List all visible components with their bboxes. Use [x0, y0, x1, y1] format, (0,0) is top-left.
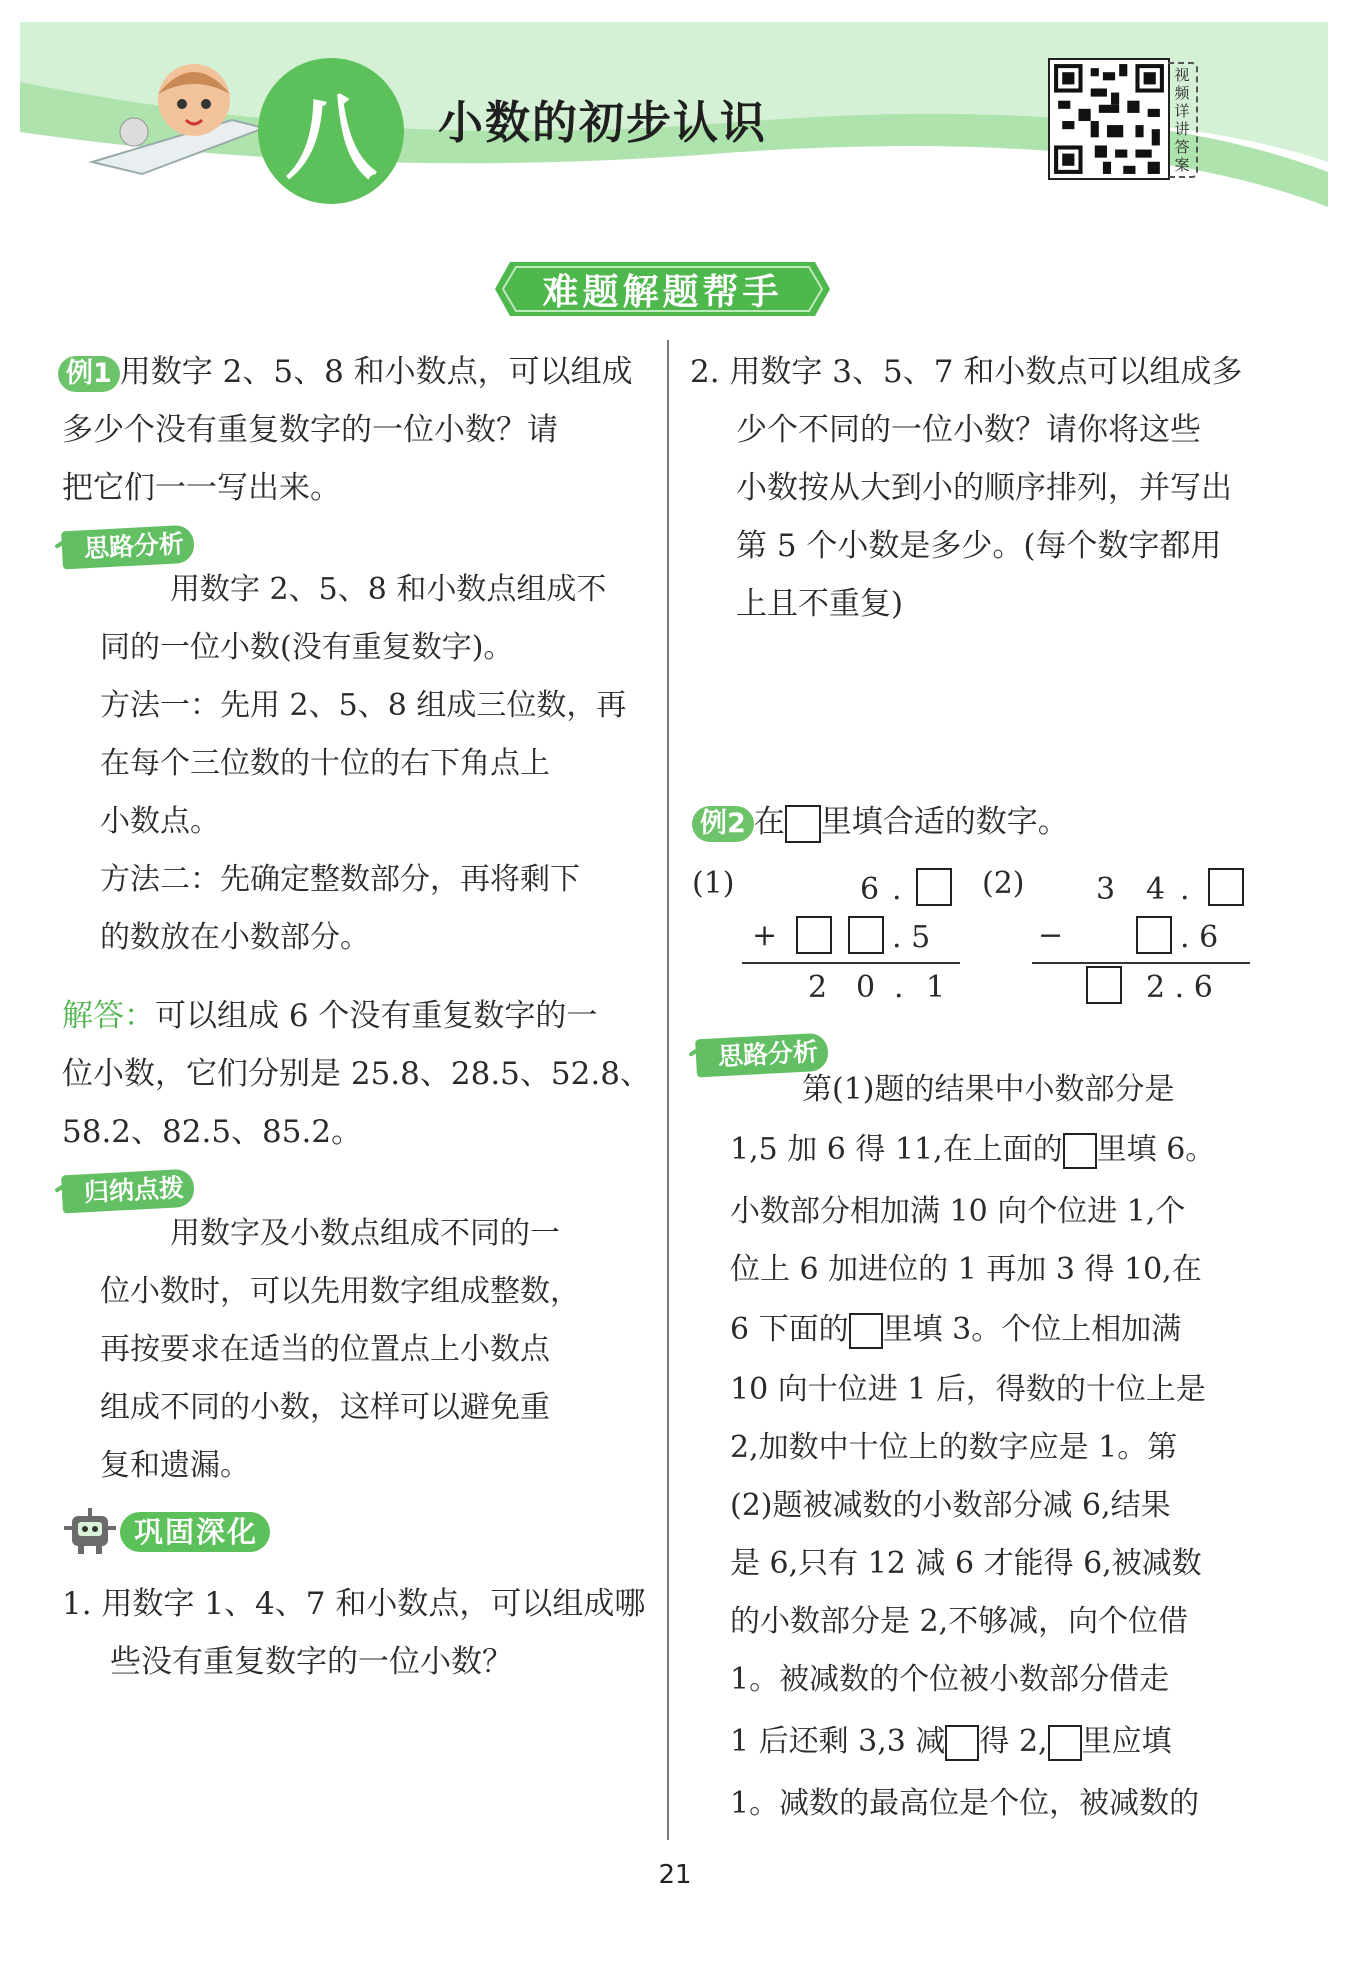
summary-line-5: 复和遗漏。: [100, 1448, 250, 1483]
qr-label: 视频详讲答案: [1168, 62, 1198, 178]
chapter-number: 八: [258, 58, 404, 204]
example-2-badge: 例2: [692, 806, 754, 842]
question-2-line-2: 少个不同的一位小数？请你将这些: [736, 412, 1201, 448]
summary-line-1: 用数字及小数点组成不同的一: [170, 1216, 560, 1251]
analysis-2-line-4: 位上 6 加进位的 1 再加 3 得 10,在: [730, 1252, 1202, 1287]
question-2-line-3: 小数按从大到小的顺序排列，并写出: [736, 470, 1232, 506]
section-banner-text: 难题解题帮手: [542, 271, 783, 313]
analysis-2-line-12c: 里应填: [1081, 1724, 1172, 1759]
analysis-2-line-10: 的小数部分是 2,不够减，向个位借: [730, 1604, 1189, 1639]
summary-line-4: 组成不同的小数，这样可以避免重: [100, 1390, 550, 1425]
analysis-2-line-6: 10 向十位进 1 后，得数的十位上是: [730, 1372, 1206, 1407]
analysis-2-line-2a: 1,5 加 6 得 11,在上面的: [730, 1132, 1063, 1167]
analysis-2-line-9: 是 6,只有 12 减 6 才能得 6,被减数: [730, 1546, 1202, 1581]
equation-1-top-digit: 6: [860, 872, 880, 907]
analysis-1-line-7: 的数放在小数部分。: [100, 920, 370, 955]
analysis-2-line-13: 1。减数的最高位是个位，被减数的: [730, 1786, 1200, 1821]
inline-box: [1063, 1133, 1097, 1169]
analysis-2-tag: 思路分析: [695, 1033, 829, 1078]
example-1-line-2: 多少个没有重复数字的一位小数？请: [62, 412, 558, 448]
analysis-1-tag: 思路分析: [61, 525, 195, 570]
robot-mascot-icon: [62, 1508, 120, 1554]
analysis-2-line-7: 2,加数中十位上的数字应是 1。第: [730, 1430, 1178, 1465]
equation-2-label: (2): [982, 866, 1025, 901]
answer-line-2: 位小数，它们分别是 25.8、28.5、52.8、: [62, 1056, 651, 1092]
question-2-text-1: 用数字 3、5、7 和小数点可以组成多: [729, 354, 1243, 390]
equation-1-mid-box-2[interactable]: [848, 916, 884, 954]
analysis-2-line-1: 第(1)题的结果中小数部分是: [802, 1072, 1175, 1107]
analysis-2-line-2b: 里填 6。: [1096, 1132, 1216, 1167]
qr-code-icon[interactable]: [1048, 58, 1170, 180]
equation-1-label: (1): [692, 866, 735, 901]
equation-1-mid-tail: . 5: [892, 920, 931, 955]
equation-1-result-3: .: [894, 970, 904, 1005]
analysis-2-line-2: [730, 1124, 1215, 1169]
analysis-1-line-2: 同的一位小数(没有重复数字)。: [100, 630, 514, 665]
analysis-2-line-12: [730, 1716, 1172, 1761]
answer-line-3: 58.2、82.5、85.2。: [62, 1114, 363, 1150]
equation-2-top-digit-1: 3: [1096, 872, 1116, 907]
equation-1-result-2: 0: [856, 970, 876, 1005]
answer-text-1: 可以组成 6 个没有重复数字的一: [155, 998, 598, 1034]
equation-2-top-box[interactable]: [1208, 868, 1244, 906]
example-2-line: [692, 796, 1069, 843]
question-1-line-2: 些没有重复数字的一位小数？: [110, 1644, 513, 1680]
question-2-line-5: 上且不重复): [736, 586, 904, 622]
example-1-text-1: 用数字 2、5、8 和小数点，可以组成: [119, 354, 633, 390]
column-divider: [667, 340, 669, 1840]
mascot-airplane-icon: [82, 42, 272, 182]
page-number: 21: [658, 1860, 692, 1890]
analysis-2-line-11: 1。被减数的个位被小数部分借走: [730, 1662, 1170, 1697]
analysis-1-line-3: 方法一：先用 2、5、8 组成三位数，再: [100, 688, 627, 723]
equation-1-result-4: 1: [926, 970, 946, 1005]
question-1-number: 1.: [62, 1586, 92, 1622]
question-2-number: 2.: [690, 354, 720, 390]
analysis-2-line-3: 小数部分相加满 10 向个位进 1,个: [730, 1194, 1186, 1229]
analysis-2-line-12b: 得 2,: [979, 1724, 1048, 1759]
equation-2-result-tail: 2 . 6: [1146, 970, 1213, 1005]
equation-2-minus: −: [1038, 918, 1064, 953]
example-1-badge: 例1: [58, 356, 120, 392]
summary-line-3: 再按要求在适当的位置点上小数点: [100, 1332, 550, 1367]
inline-box: [1048, 1725, 1082, 1761]
inline-box: [945, 1725, 979, 1761]
analysis-1-line-4: 在每个三位数的十位的右下角点上: [100, 746, 550, 781]
equation-2-mid-tail: . 6: [1180, 920, 1219, 955]
consolidate-badge: 巩固深化: [120, 1512, 270, 1552]
chapter-title: 小数的初步认识: [438, 96, 768, 149]
equation-1-plus: +: [752, 918, 778, 953]
summary-line-2: 位小数时，可以先用数字组成整数，: [100, 1274, 580, 1309]
equation-2-result-box[interactable]: [1086, 966, 1122, 1004]
question-2-line-1: [690, 346, 1242, 391]
example-1-line-3: 把它们一一写出来。: [62, 470, 341, 506]
question-2-line-4: 第 5 个小数是多少。(每个数字都用: [736, 528, 1222, 564]
equation-1-top-point: .: [892, 872, 902, 907]
example-1-line-1: [58, 346, 633, 392]
equation-2-rule: [1032, 962, 1250, 964]
equation-1-mid-box-1[interactable]: [796, 916, 832, 954]
equation-2-top-digit-2: 4: [1146, 872, 1166, 907]
analysis-2-line-5a: 6 下面的: [730, 1312, 849, 1347]
analysis-2-line-5b: 里填 3。个位上相加满: [882, 1312, 1182, 1347]
equation-1-result-1: 2: [808, 970, 828, 1005]
analysis-2-line-5: [730, 1304, 1181, 1349]
equation-1-top-box[interactable]: [916, 868, 952, 906]
answer-line-1: [62, 990, 597, 1035]
section-banner: [490, 258, 835, 320]
question-1-line-1: [62, 1578, 645, 1623]
inline-box: [849, 1313, 883, 1349]
analysis-1-line-1: 用数字 2、5、8 和小数点组成不: [170, 572, 607, 607]
analysis-2-line-8: (2)题被减数的小数部分减 6,结果: [730, 1488, 1171, 1523]
analysis-2-line-12a: 1 后还剩 3,3 减: [730, 1724, 946, 1759]
analysis-1-line-6: 方法二：先确定整数部分，再将剩下: [100, 862, 580, 897]
equation-2-mid-box[interactable]: [1136, 916, 1172, 954]
answer-label: 解答：: [62, 998, 155, 1034]
example-2-before: 在: [753, 804, 785, 840]
example-2-after: 里填合适的数字。: [820, 804, 1069, 840]
analysis-1-line-5: 小数点。: [100, 804, 220, 839]
question-1-text-1: 用数字 1、4、7 和小数点，可以组成哪: [101, 1586, 646, 1622]
answer-box[interactable]: [785, 805, 821, 843]
summary-tag: 归纳点拨: [61, 1169, 195, 1214]
equation-1-rule: [742, 962, 960, 964]
equation-2-top-point: .: [1180, 872, 1190, 907]
